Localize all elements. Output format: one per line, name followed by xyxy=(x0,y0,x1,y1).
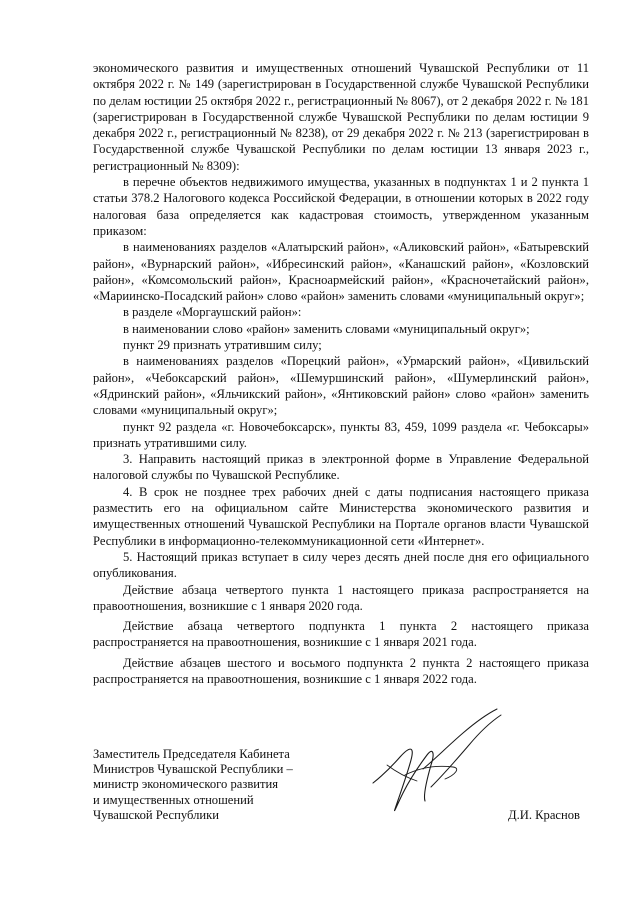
signatory-position-line: министр экономического развития xyxy=(93,777,279,792)
paragraph-items-void: пункт 92 раздела «г. Новочебоксарск», пункты 83, 459, 1099 раздела «г. Чебоксары» признать утратившими силу. xyxy=(93,419,589,450)
signatory-position-line: Чувашской Республики xyxy=(93,807,219,822)
paragraph-clause-5: 5. Настоящий приказ вступает в силу через десять дней после дня его официального опубликования. xyxy=(93,549,589,581)
handwritten-signature-icon xyxy=(365,705,515,825)
paragraph-rename-districts-1: в наименованиях разделов «Алатырский район», «Аликовский район», «Батыревский район», «Вурнарский район», «Ибресинский район», «Канашский район», «Козловский район», «Комсомольский район», Красноармейский район», «Красночетайский район», «Мариинско-Посадский район» слово «район» заменить словами «муниципальный округ»; xyxy=(93,240,589,304)
document-body xyxy=(93,60,589,687)
paragraph-clause-3: 3. Направить настоящий приказ в электронной форме в Управление Федеральной налоговой службы по Чувашской Республике. xyxy=(93,452,589,483)
signatory-position-line: Заместитель Председателя Кабинета xyxy=(93,747,290,761)
paragraph-morgaush-section: в разделе «Моргаушский район»: xyxy=(123,305,302,320)
paragraph-rename-districts-2: в наименованиях разделов «Порецкий район», «Урмарский район», «Цивильский район», «Чебоксарский район», «Шемуршинский район», «Шумерлинский район», «Ядринский район», «Яльчикский район», «Янтиковский район» слово «район» заменить словами «муниципальный округ»; xyxy=(93,354,589,418)
paragraph-morgaush-rename: в наименовании слово «район» заменить словами «муниципальный округ»; xyxy=(123,321,530,336)
paragraph-effect-2020: Действие абзаца четвертого пункта 1 настоящего приказа распространяется на правоотношения, возникшие с 1 января 2020 года. xyxy=(93,582,589,613)
paragraph-effect-2021: Действие абзаца четвертого подпункта 1 пункта 2 настоящего приказа распространяется на правоотношения, возникшие с 1 января 2021 года. xyxy=(93,619,589,650)
signatory-position xyxy=(93,747,353,823)
paragraph-item-29: пункт 29 признать утратившим силу; xyxy=(123,338,322,353)
paragraph-intro-continuation: экономического развития и имущественных отношений Чувашской Республики от 11 октября 2022 г. № 149 (зарегистрирован в Государственной службе Чувашской Республики по делам юстиции 25 октября 2022 г., регистрационный № 8067), от 2 декабря 2022 г. № 181 (зарегистрирован в Государственной службе Чувашской Республики по делам юстиции 9 декабря 2022 г., регистрационный № 8238), от 29 декабря 2022 г. № 213 (зарегистрирован в Государственной службе Чувашской Республики по делам юстиции 13 января 2023 г., регистрационный № 8309): xyxy=(93,61,589,173)
paragraph-list-intro: в перечне объектов недвижимого имущества, указанных в подпунктах 1 и 2 пункта 1 статьи 378.2 Налогового кодекса Российской Федерации, в отношении которых в 2022 году налоговая база определяется как кадастровая стоимость, утвержденном указанным приказом: xyxy=(93,175,589,238)
paragraph-clause-4: 4. В срок не позднее трех рабочих дней с даты подписания настоящего приказа разместить его на официальном сайте Министерства экономического развития и имущественных отношений Чувашской Республики на Портале органов власти Чувашской Республики в информационно-телекоммуникационной сети «Интернет». xyxy=(93,484,589,548)
paragraph-effect-2022: Действие абзацев шестого и восьмого подпункта 2 пункта 2 настоящего приказа распространяется на правоотношения, возникшие с 1 января 2022 года. xyxy=(93,655,589,686)
signatory-position-line: и имущественных отношений xyxy=(93,792,254,807)
signatory-position-line: Министров Чувашской Республики – xyxy=(93,762,293,777)
signatory-name: Д.И. Краснов xyxy=(508,808,580,822)
